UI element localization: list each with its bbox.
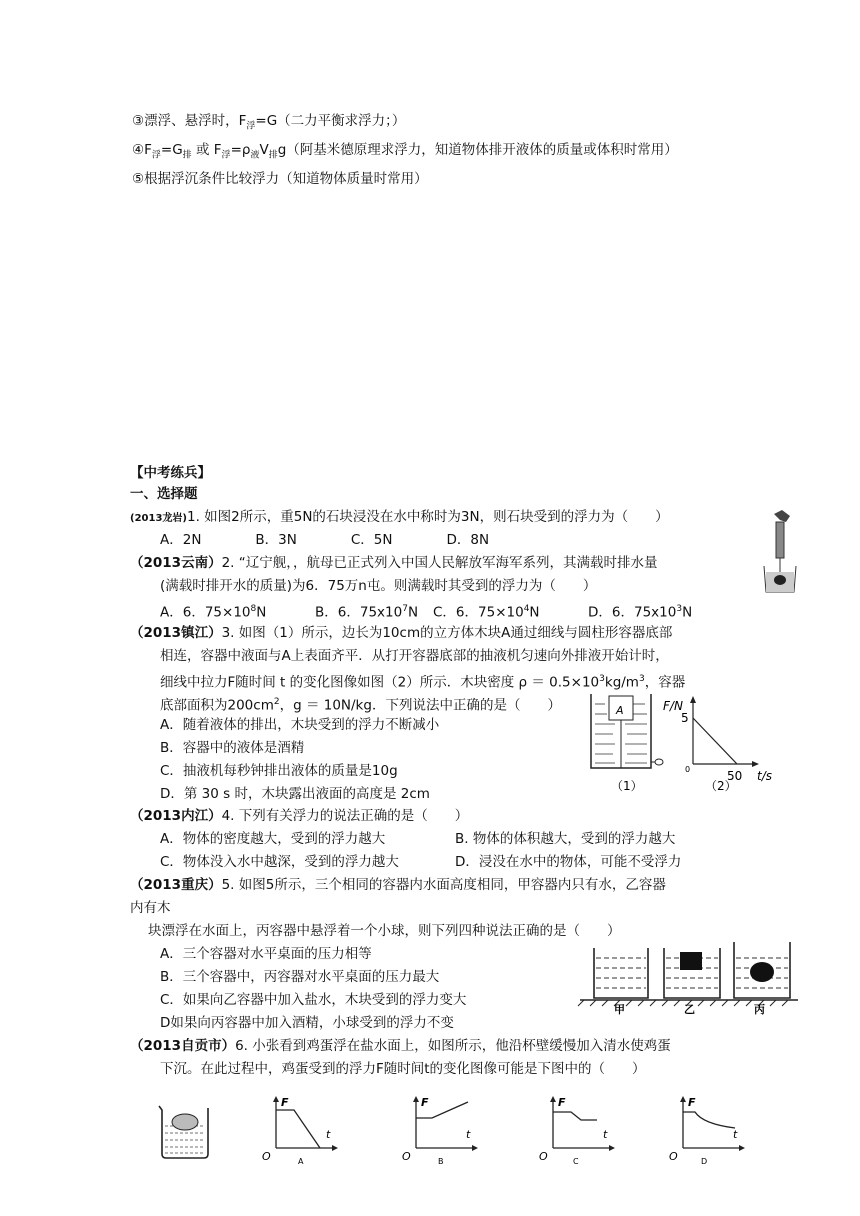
question-3-option-a: A．随着液体的排出，木块受到的浮力不断减小 (160, 717, 440, 733)
question-5-option-a: A．三个容器对水平桌面的压力相等 (160, 946, 372, 962)
question-4-option-b: B. 物体的体积越大，受到的浮力越大 (455, 831, 676, 847)
formula-3: ③漂浮、悬浮时，$F_浮=G$（二力平衡求浮力；） (132, 113, 406, 132)
figure-2-caption: （2） (705, 779, 737, 793)
label-bing: 丙 (754, 1003, 765, 1016)
question-3-option-d: D．第 30 s 时，木块露出液面的高度是 2cm (160, 786, 430, 802)
question-5-option-c: C．如果向乙容器中加入盐水，木块受到的浮力变大 (160, 992, 467, 1008)
graph-option-c (535, 1094, 617, 1166)
question-4-option-a: A．物体的密度越大，受到的浮力越大 (160, 831, 386, 847)
question-2-option-a: A．6．$75\times 10^8N$ (160, 604, 267, 621)
question-3-option-b: B．容器中的液体是酒精 (160, 740, 305, 756)
graph-d-x-label: t (733, 1128, 738, 1141)
question-3-line2: 相连，容器中液面与A上表面齐平．从打开容器底部的抽液机匀速向外排液开始计时， (160, 648, 669, 664)
graph-a-x-label: t (326, 1128, 331, 1141)
label-yi: 乙 (684, 1003, 695, 1016)
question-3-line3: 细线中拉力F随时间 t 的变化图像如图（2）所示．木块密度 $\rho = 0.5\times 10^3kg/m^3$，容器 (160, 674, 686, 691)
graph-origin: 0 (685, 765, 691, 774)
label-jia: 甲 (614, 1003, 625, 1016)
figure-1-caption: （1） (611, 779, 643, 793)
question-5: （2013重庆）5. 如图5所示，三个相同的容器内水面高度相同，甲容器内只有水，乙容器 (130, 877, 666, 893)
graph-option-b (398, 1094, 480, 1166)
graph-c-y-label: F (558, 1096, 566, 1109)
graph-x-axis-label: t/s (757, 769, 772, 783)
question-5-option-d: D如果向丙容器中加入酒精，小球受到的浮力不变 (160, 1015, 454, 1031)
beaker-egg-figure (155, 1104, 215, 1160)
formula-5: ⑤根据浮沉条件比较浮力（知道物体质量时常用） (132, 171, 428, 187)
force-time-graph (665, 694, 785, 794)
graph-a-label: A (298, 1157, 304, 1166)
question-3-line4: 底部面积为$200cm^2$，g ＝ 10N/kg．下列说法中正确的是（ ） (160, 697, 561, 714)
graph-option-a (258, 1094, 340, 1166)
question-2: （2013云南）2. “辽宁舰，，航母已正式列入中国人民解放军海军系列，其满载时排水量 (130, 555, 658, 571)
question-4-option-d: D．浸没在水中的物体，可能不受浮力 (455, 854, 682, 870)
question-3-option-c: C．抽液机每秒钟排出液体的质量是10g (160, 763, 398, 779)
question-5-line2: 内有木 (130, 900, 171, 916)
graph-c-label: C (573, 1157, 579, 1166)
spring-scale-figure (760, 508, 800, 596)
question-5-line3: 块漂浮在水面上，丙容器中悬浮着一个小球，则下列四种说法正确的是（ ） (148, 923, 621, 939)
graph-d-y-label: F (688, 1096, 696, 1109)
question-1: (2013龙岩)1. 如图2所示，重5N的石块浸没在水中称时为3N，则石块受到的浮力为（ ） (130, 509, 669, 525)
section-title: 【中考练兵】 (130, 465, 211, 481)
graph-a-origin: O (262, 1150, 271, 1163)
graph-b-label: B (438, 1157, 444, 1166)
graph-b-x-label: t (466, 1128, 471, 1141)
question-6: （2013自贡市）6. 小张看到鸡蛋浮在盐水面上，如图所示，他沿杯壁缓慢加入清水使鸡蛋 (130, 1038, 671, 1054)
question-3: （2013镇江）3. 如图（1）所示，边长为10cm的立方体木块A通过细线与圆柱形容器底部 (130, 625, 673, 641)
section-subtitle: 一、选择题 (130, 486, 198, 502)
graph-option-d (665, 1094, 747, 1166)
question-2-option-d: D．6．$75x10^3N$ (588, 604, 693, 621)
block-a-label: A (616, 704, 624, 717)
formula-4: $④F_浮=G_排$ 或 $F_浮=\rho_液V_排g$（阿基米德原理求浮力，知道物体排开液体的质量或体积时常用） (132, 142, 678, 161)
graph-y-tick: 5 (681, 711, 689, 725)
question-4-option-c: C．物体没入水中越深，受到的浮力越大 (160, 854, 399, 870)
three-containers-figure (580, 934, 798, 1014)
graph-a-y-label: F (281, 1096, 289, 1109)
question-1-options: A．2N B．3N C．5N D．8N (160, 532, 490, 548)
graph-c-x-label: t (603, 1128, 608, 1141)
question-6-line2: 下沉。在此过程中，鸡蛋受到的浮力F随时间t的变化图像可能是下图中的（ ） (160, 1061, 646, 1077)
graph-x-tick: 50 (727, 769, 743, 783)
question-2-option-b: B．6．$75x10^7N$ (315, 604, 419, 621)
container-block-figure (585, 690, 665, 795)
question-2-option-c: C．6．$75\times 10^4N$ (433, 604, 540, 621)
graph-b-y-label: F (421, 1096, 429, 1109)
graph-c-origin: O (539, 1150, 548, 1163)
question-2-line2: (满载时排开水的质量)为6．75万n屯。则满载时其受到的浮力为（ ） (160, 578, 597, 594)
graph-d-origin: O (669, 1150, 678, 1163)
graph-y-axis-label: F/N (663, 699, 683, 713)
question-4: （2013内江）4. 下列有关浮力的说法正确的是（ ） (130, 808, 469, 824)
graph-b-origin: O (402, 1150, 411, 1163)
question-5-option-b: B．三个容器中，丙容器对水平桌面的压力最大 (160, 969, 440, 985)
graph-d-label: D (701, 1157, 708, 1166)
